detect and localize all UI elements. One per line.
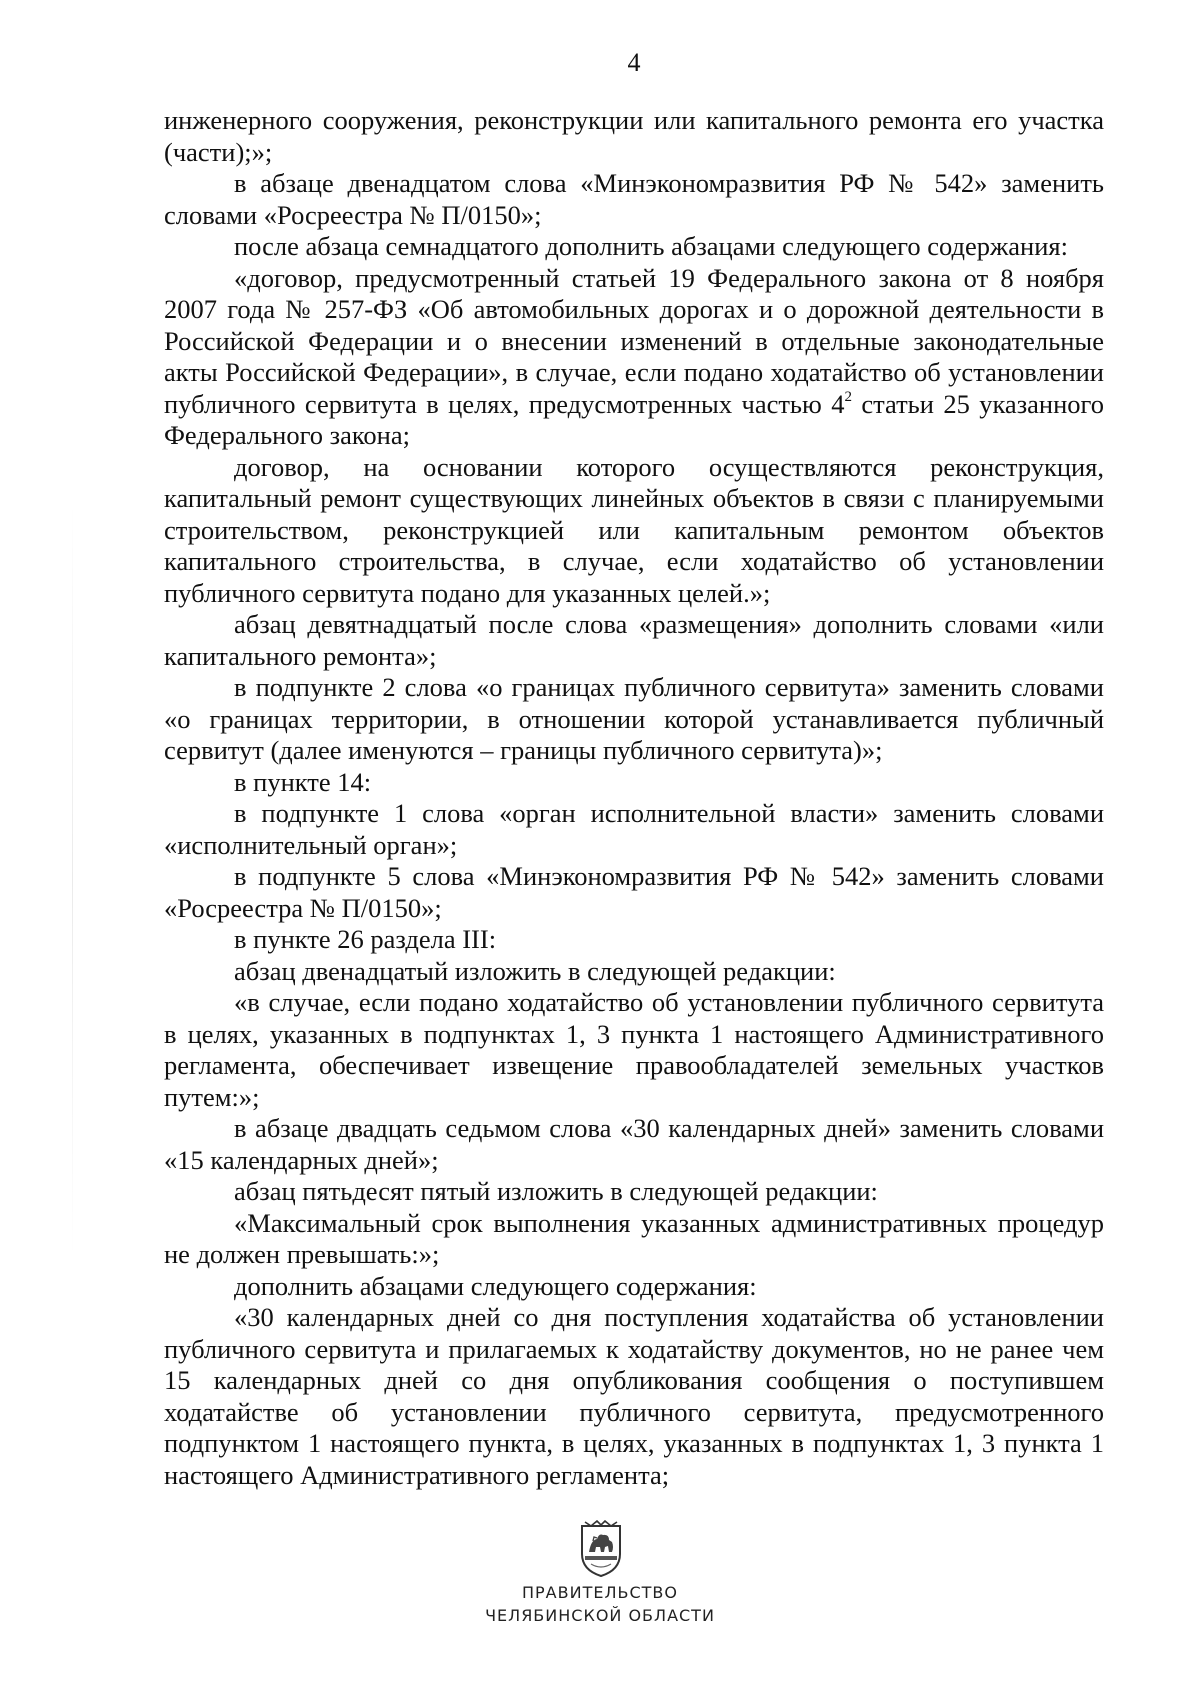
paragraph-text: «договор, предусмотренный статьей 19 Федерального закона от 8 ноября 2007 года № 257-ФЗ «Об автомобильных дорогах и о дорожной деятельности в Российской Федерации и о внесении изменений в отдельные законодательные акты Российской Федерации», в случае, если подано ходатайство об установлении публичного сервитута в целях, предусмотренных частью 4 [164,262,1104,419]
paragraph: в подпункте 5 слова «Минэкономразвития РФ № 542» заменить словами «Росреестра № П/0150»; [164,861,1104,923]
paragraph: абзац двенадцатый изложить в следующей редакции: [234,955,836,986]
paragraph: в абзаце двадцать седьмом слова «30 календарных дней» заменить словами «15 календарных дней»; [164,1113,1104,1175]
paragraph: инженерного сооружения, реконструкции или капитального ремонта его участка (части);»; [164,105,1104,167]
paragraph: в пункте 26 раздела III: [234,924,497,954]
paragraph: договор, на основании которого осуществляются реконструкция, капитальный ремонт существующих линейных объектов в связи с планируемыми строительством, реконструкцией или капитальным ремонтом объектов капитального строительства, в случае, если ходатайство об установлении публичного сервитута подано для указанных целей.»; [164,451,1104,608]
paragraph: в пункте 14: [234,766,372,797]
paragraph: в абзаце двенадцатом слова «Минэкономразвития РФ № 542» заменить словами «Росреестра № П/0150»; [164,168,1104,230]
paragraph [164,263,1104,452]
paragraph: «30 календарных дней со дня поступления ходатайства об установлении публичного сервитута и прилагаемых к ходатайству документов, но не ранее чем 15 календарных дней со дня опубликования сообщения о поступившем ходатайстве об установлении публичного сервитута, предусмотренного подпунктом 1 настоящего пункта, в целях, указанных в подпунктах 1, 3 пункта 1 настоящего Административного регламента; [164,1302,1104,1490]
paragraph: абзац девятнадцатый после слова «размещения» дополнить словами «или капитального ремонта»; [164,609,1104,671]
org-name-line-1: ПРАВИТЕЛЬСТВО [522,1583,678,1602]
scan-artifact [72,500,73,1260]
paragraph-text-continued: статьи 25 указанного Федерального закона; [164,388,1104,450]
paragraph: в подпункте 1 слова «орган исполнительной власти» заменить словами «исполнительный орган»; [164,798,1104,860]
superscript: 2 [844,388,852,405]
paragraph: дополнить абзацами следующего содержания: [234,1270,757,1301]
org-name-line-2: ЧЕЛЯБИНСКОЙ ОБЛАСТИ [485,1606,715,1625]
paragraph: абзац пятьдесят пятый изложить в следующей редакции: [234,1176,878,1206]
paragraph: после абзаца семнадцатого дополнить абзацами следующего содержания: [234,231,1068,261]
paragraph: «Максимальный срок выполнения указанных административных процедур не должен превышать:»; [164,1207,1104,1269]
chelyabinsk-coat-of-arms-icon [579,1520,623,1578]
paragraph: «в случае, если подано ходатайство об установлении публичного сервитута в целях, указанных в подпунктах 1, 3 пункта 1 настоящего Административного регламента, обеспечивает извещение правообладателей земельных участков путем:»; [164,987,1104,1112]
page-number: 4 [627,48,641,77]
paragraph: в подпункте 2 слова «о границах публичного сервитута» заменить словами «о границах территории, в отношении которой устанавливается публичный сервитут (далее именуются – границы публичного сервитута)»; [164,672,1104,765]
document-body [164,105,1104,1491]
